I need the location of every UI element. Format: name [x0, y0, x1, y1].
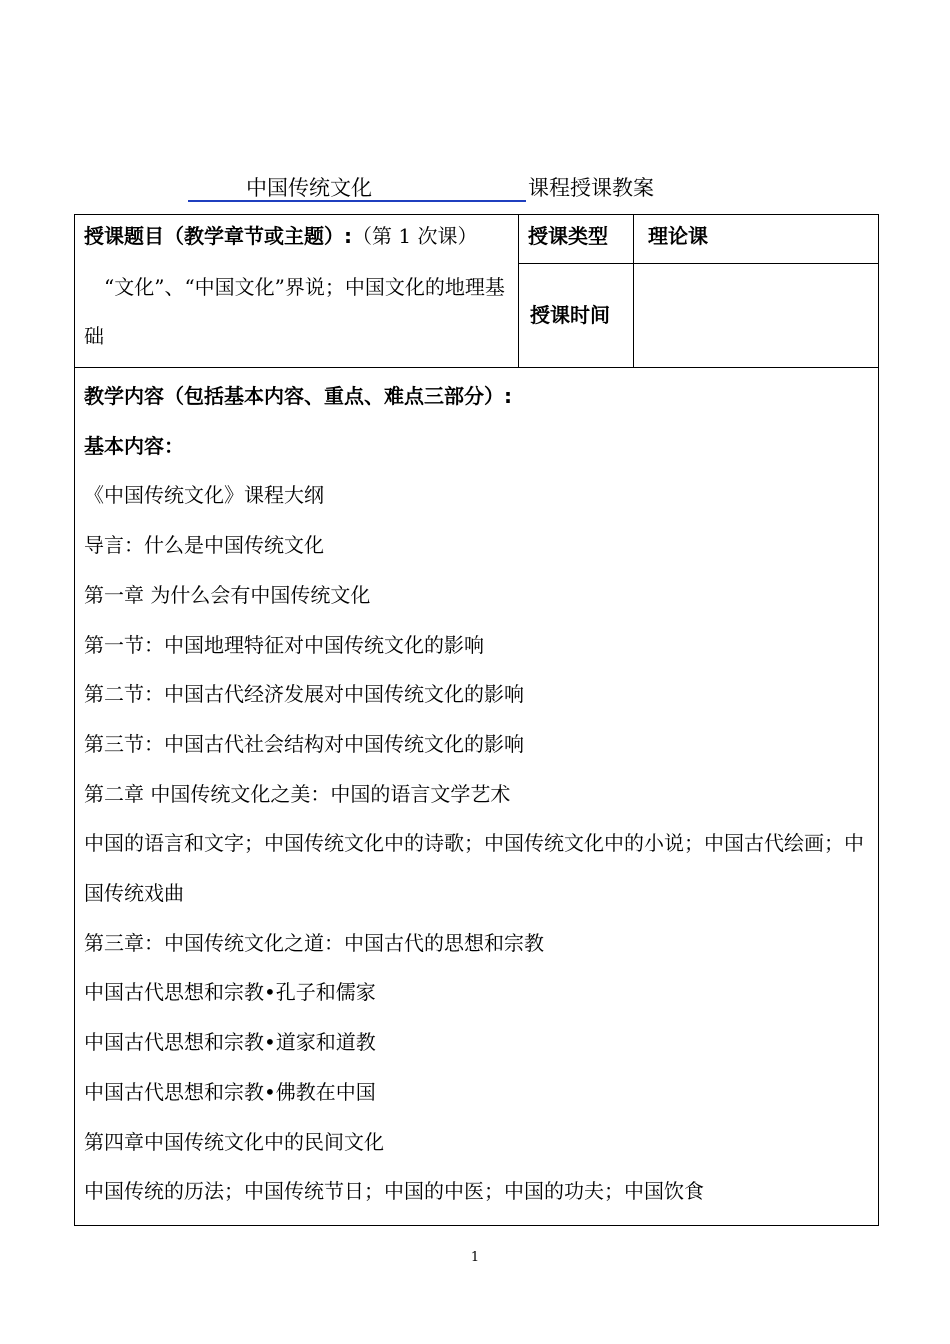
- basic-content-title: 基本内容：: [84, 433, 184, 458]
- content-line: 《中国传统文化》课程大纲: [84, 483, 324, 508]
- content-line: 中国古代思想和宗教•佛教在中国: [84, 1079, 376, 1104]
- type-label-cell: [519, 215, 634, 264]
- course-name-underline: [188, 200, 526, 202]
- type-value: 理论课: [648, 224, 708, 248]
- title-suffix: 课程授课教案: [528, 176, 654, 200]
- content-line: 第二节：中国古代经济发展对中国传统文化的影响: [84, 682, 524, 707]
- page-number: 1: [470, 1250, 480, 1265]
- content-line: 第一节：中国地理特征对中国传统文化的影响: [84, 632, 484, 657]
- time-value-cell: [634, 264, 879, 368]
- lesson-plan-table: [74, 214, 879, 1226]
- time-label: 授课时间: [530, 302, 610, 327]
- content-line: 第一章 为什么会有中国传统文化: [84, 582, 371, 607]
- content-line: 第三章：中国传统文化之道：中国古代的思想和宗教: [84, 930, 544, 955]
- content-line: 第四章中国传统文化中的民间文化: [84, 1129, 384, 1154]
- content-line: 中国的语言和文字；中国传统文化中的诗歌；中国传统文化中的小说；中国古代绘画；中国传统戏曲: [84, 831, 864, 906]
- type-value-cell: [634, 215, 879, 264]
- topic-cell: [75, 215, 519, 368]
- content-line: 第三节：中国古代社会结构对中国传统文化的影响: [84, 731, 524, 756]
- document-title: [0, 172, 950, 202]
- content-line: 导言：什么是中国传统文化: [84, 533, 324, 558]
- content-line: 中国传统的历法；中国传统节日；中国的中医；中国的功夫；中国饮食: [84, 1179, 704, 1204]
- course-name: 中国传统文化: [246, 176, 372, 200]
- time-label-cell: [519, 264, 634, 368]
- topic-session: （第 1 次课）: [352, 224, 478, 248]
- content-section-title: 教学内容（包括基本内容、重点、难点三部分）:: [84, 384, 512, 408]
- topic-label: 授课题目（教学章节或主题）:: [84, 224, 352, 248]
- content-line: 第二章 中国传统文化之美：中国的语言文学艺术: [84, 781, 511, 806]
- content-cell: [75, 368, 879, 1226]
- content-line: 中国古代思想和宗教•孔子和儒家: [84, 980, 376, 1005]
- topic-text: “文化”、“中国文化”界说；中国文化的地理基础: [84, 275, 505, 348]
- content-line: 中国古代思想和宗教•道家和道教: [84, 1030, 376, 1055]
- type-label: 授课类型: [528, 224, 608, 248]
